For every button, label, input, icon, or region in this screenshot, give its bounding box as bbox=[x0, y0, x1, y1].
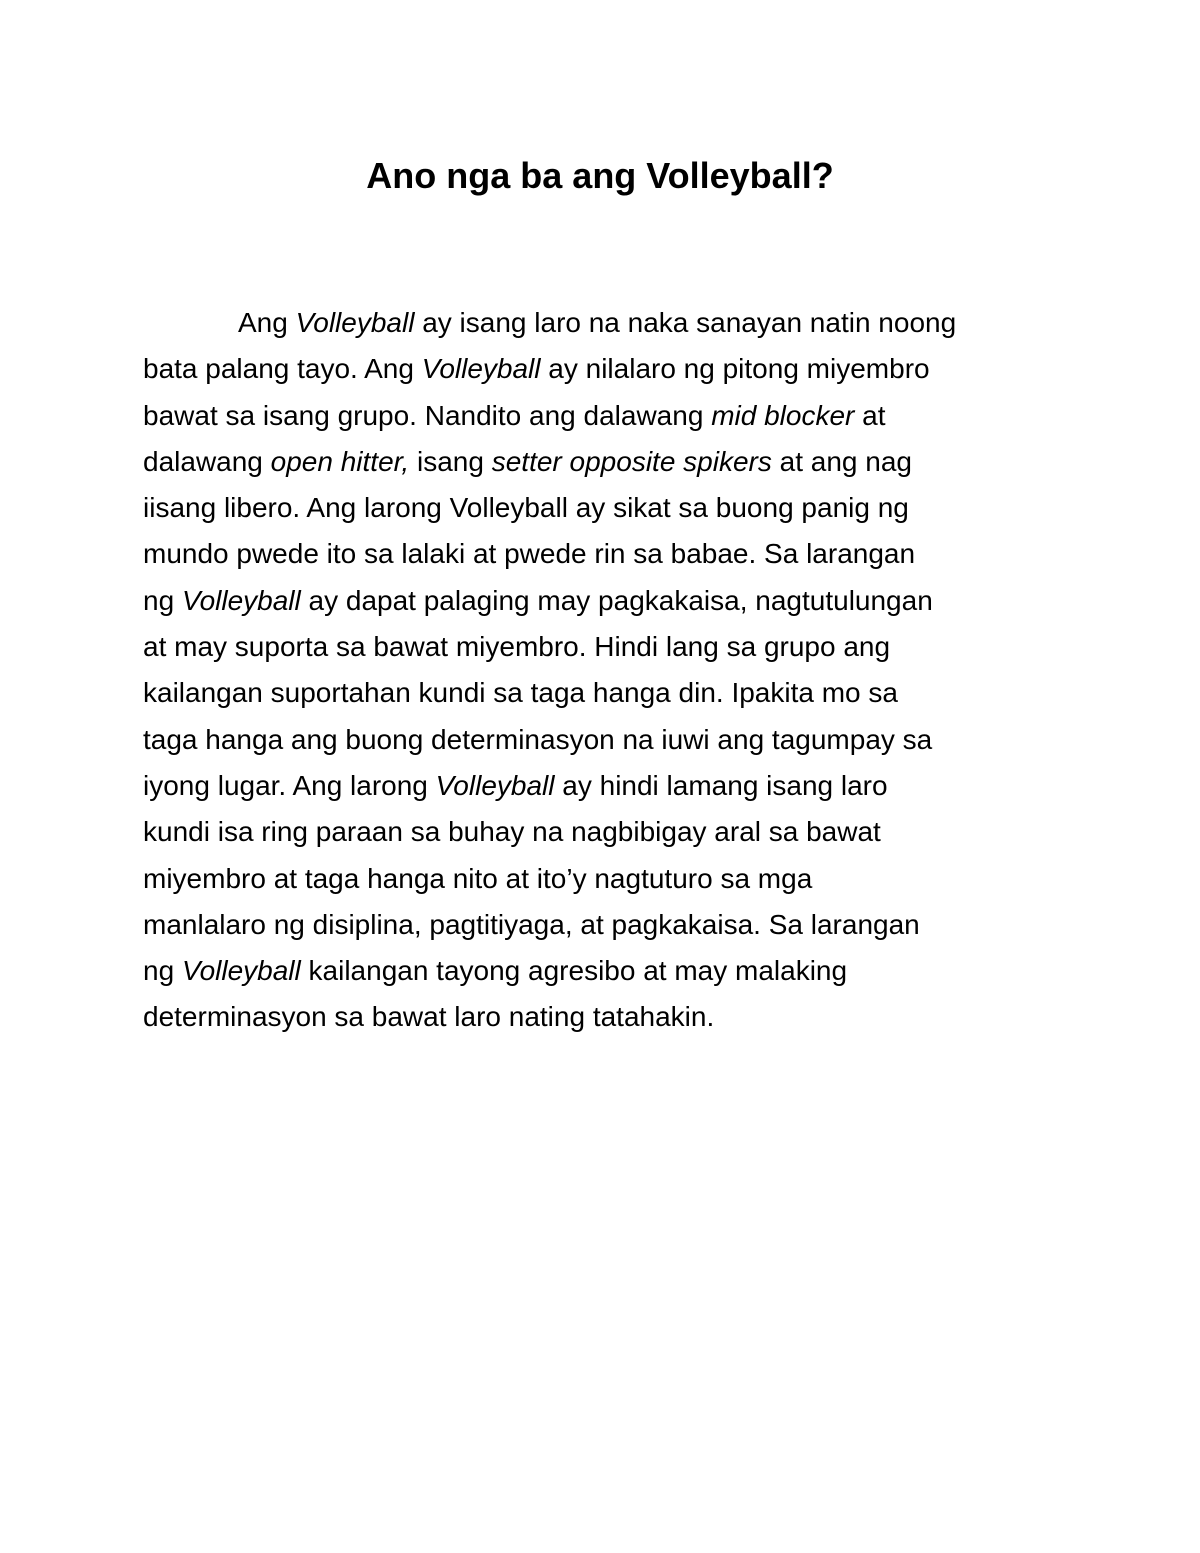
document-title: Ano nga ba ang Volleyball? bbox=[366, 155, 834, 196]
paragraph-line bbox=[143, 300, 1053, 346]
text-segment: ay hindi lamang isang laro bbox=[554, 769, 888, 801]
text-segment: ng bbox=[143, 584, 182, 616]
paragraph-line bbox=[143, 485, 1053, 531]
paragraph-line bbox=[143, 763, 1053, 809]
paragraph-line bbox=[143, 809, 1053, 855]
paragraph-line bbox=[143, 902, 1053, 948]
text-segment: determinasyon sa bawat laro nating tatahakin. bbox=[143, 1001, 715, 1033]
text-segment: isang bbox=[409, 445, 492, 477]
paragraph-line bbox=[143, 717, 1053, 763]
italic-term: Volleyball bbox=[295, 307, 415, 338]
italic-term: Volleyball bbox=[421, 353, 541, 385]
text-segment: taga hanga ang buong determinasyon na iuwi ang tagumpay sa bbox=[143, 723, 933, 755]
paragraph-line bbox=[143, 948, 1053, 994]
paragraph-line bbox=[143, 670, 1053, 716]
text-segment: bawat sa isang grupo. Nandito ang dalawang bbox=[143, 399, 712, 431]
paragraph-line bbox=[143, 994, 1053, 1040]
paragraph-line bbox=[143, 624, 1053, 670]
italic-term: Volleyball bbox=[181, 584, 301, 616]
text-segment: mundo pwede ito sa lalaki at pwede rin sa babae. Sa larangan bbox=[143, 538, 916, 570]
text-segment: at may suporta sa bawat miyembro. Hindi lang sa grupo ang bbox=[143, 631, 891, 663]
text-segment: kailangan suportahan kundi sa taga hanga din. Ipakita mo sa bbox=[143, 677, 898, 709]
text-segment: at ang nag bbox=[771, 445, 912, 477]
italic-term: Volleyball bbox=[435, 769, 555, 801]
text-segment: manlalaro ng disiplina, pagtitiyaga, at pagkakaisa. Sa larangan bbox=[143, 908, 920, 940]
paragraph-line bbox=[143, 439, 1053, 485]
paragraph-line bbox=[143, 531, 1053, 577]
italic-term: mid blocker bbox=[711, 399, 855, 431]
italic-term: setter opposite spikers bbox=[491, 445, 772, 477]
text-segment: dalawang bbox=[143, 445, 271, 477]
text-segment: kundi isa ring paraan sa buhay na nagbibigay aral sa bawat bbox=[143, 816, 881, 848]
paragraph-line bbox=[143, 346, 1053, 392]
text-segment: Ang bbox=[238, 307, 296, 338]
paragraph-line bbox=[143, 856, 1053, 902]
paragraph-line bbox=[143, 578, 1053, 624]
text-segment: ay isang laro na naka sanayan natin noong bbox=[414, 307, 957, 338]
text-segment: miyembro at taga hanga nito at ito’y nagtuturo sa mga bbox=[143, 862, 813, 894]
text-segment: ng bbox=[143, 955, 182, 987]
paragraph-line bbox=[143, 393, 1053, 439]
text-segment: ay dapat palaging may pagkakaisa, nagtutulungan bbox=[300, 584, 933, 616]
text-segment: iyong lugar. Ang larong bbox=[143, 769, 436, 801]
text-segment: kailangan tayong agresibo at may malaking bbox=[300, 955, 848, 987]
text-segment: ay nilalaro ng pitong miyembro bbox=[540, 353, 930, 385]
text-segment: iisang libero. Ang larong Volleyball ay sikat sa buong panig ng bbox=[143, 492, 909, 524]
italic-term: Volleyball bbox=[181, 955, 301, 987]
text-segment: at bbox=[854, 399, 886, 431]
italic-term: open hitter, bbox=[270, 445, 410, 477]
text-segment: bata palang tayo. Ang bbox=[143, 353, 422, 385]
document-body-paragraph bbox=[143, 300, 1053, 1041]
